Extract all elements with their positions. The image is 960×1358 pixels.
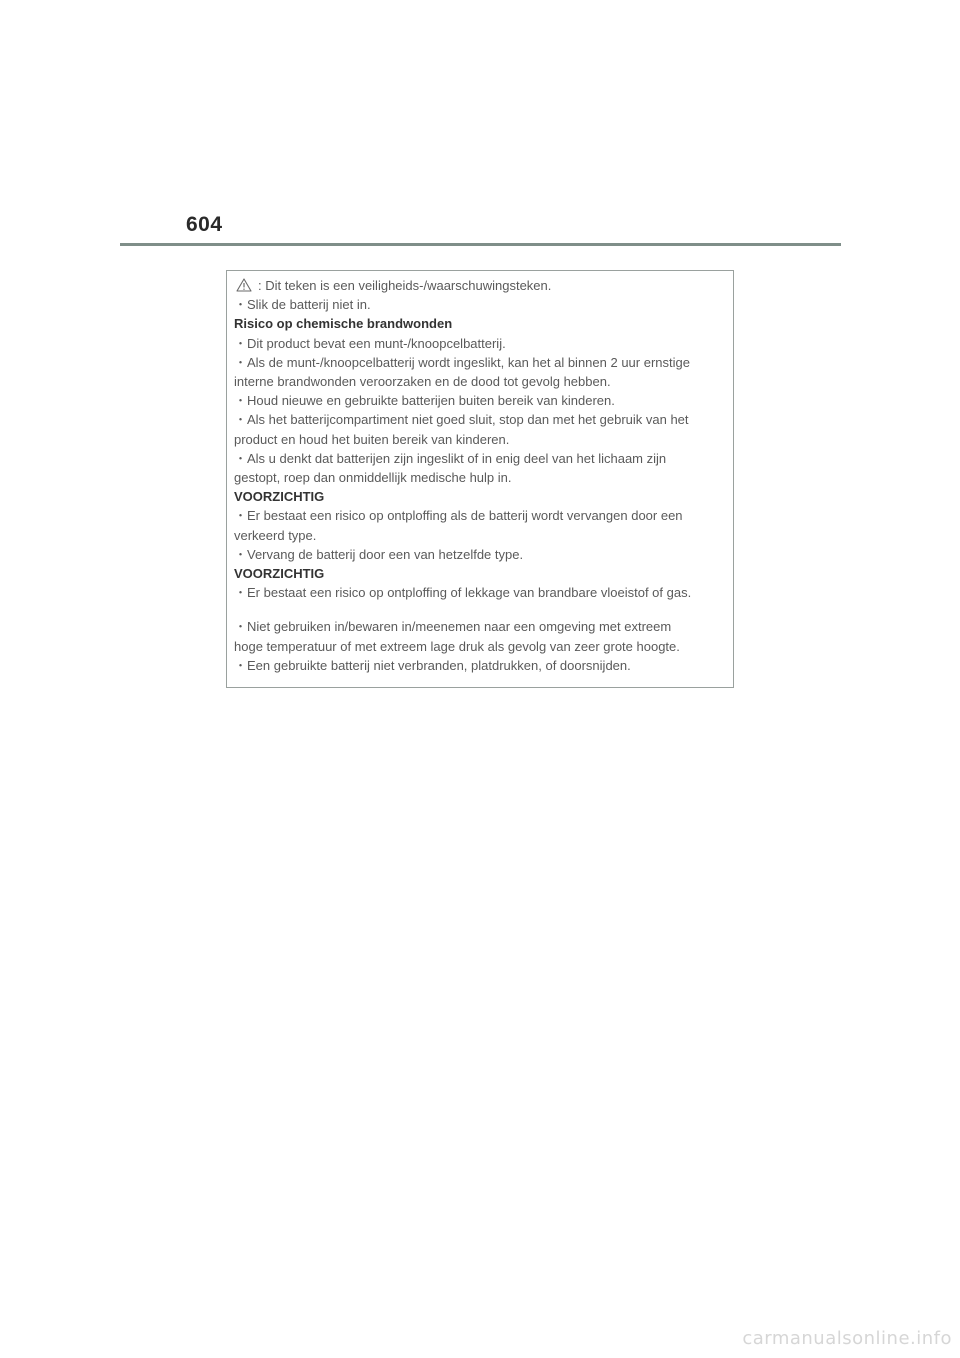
warning-triangle-icon <box>236 278 252 292</box>
notice-heading-caution-2: VOORZICHTIG <box>234 566 325 582</box>
notice-line-7: ・Als het batterijcompartiment niet goed sluit, stop dan met het gebruik van het <box>234 412 689 428</box>
notice-line-4: ・Als de munt-/knoopcelbatterij wordt ingeslikt, kan het al binnen 2 uur ernstige <box>234 354 690 370</box>
notice-heading-caution-1: VOORZICHTIG <box>234 489 325 505</box>
notice-line-9: ・Als u denkt dat batterijen zijn ingeslikt of in enig deel van het lichaam zijn <box>234 450 667 466</box>
notice-line-13: verkeerd type. <box>234 527 317 543</box>
notice-heading-chemical-burns: Risico op chemische brandwonden <box>234 316 453 332</box>
notice-line-5: interne brandwonden veroorzaken en de dood tot gevolg hebben. <box>234 374 611 390</box>
notice-line-16: ・Er bestaat een risico op ontploffing of lekkage van brandbare vloeistof of gas. <box>234 585 692 601</box>
notice-line-text: : Dit teken is een veiligheids-/waarschuwingsteken. <box>258 278 552 293</box>
header-rule <box>120 243 841 246</box>
notice-line-12: ・Er bestaat een risico op ontploffing als de batterij wordt vervangen door een <box>234 508 683 524</box>
notice-line-1: ・Slik de batterij niet in. <box>234 297 371 313</box>
notice-line-17: ・Niet gebruiken in/bewaren in/meenemen naar een omgeving met extreem <box>234 619 672 635</box>
notice-line-18: hoge temperatuur of met extreem lage druk als gevolg van zeer grote hoogte. <box>234 638 680 654</box>
notice-line-19: ・Een gebruikte batterij niet verbranden, platdrukken, of doorsnijden. <box>234 657 631 673</box>
watermark: carmanualsonline.info <box>742 1328 952 1349</box>
page-number: 604 <box>186 213 223 236</box>
notice-line-6: ・Houd nieuwe en gebruikte batterijen buiten bereik van kinderen. <box>234 393 615 409</box>
notice-line-8: product en houd het buiten bereik van kinderen. <box>234 431 510 447</box>
notice-line-3: ・Dit product bevat een munt-/knoopcelbatterij. <box>234 335 506 351</box>
notice-line-10: gestopt, roep dan onmiddellijk medische hulp in. <box>234 470 512 486</box>
notice-line-0 <box>234 276 733 295</box>
battery-warning-notice <box>226 270 734 688</box>
notice-line-14: ・Vervang de batterij door een van hetzelfde type. <box>234 546 524 562</box>
